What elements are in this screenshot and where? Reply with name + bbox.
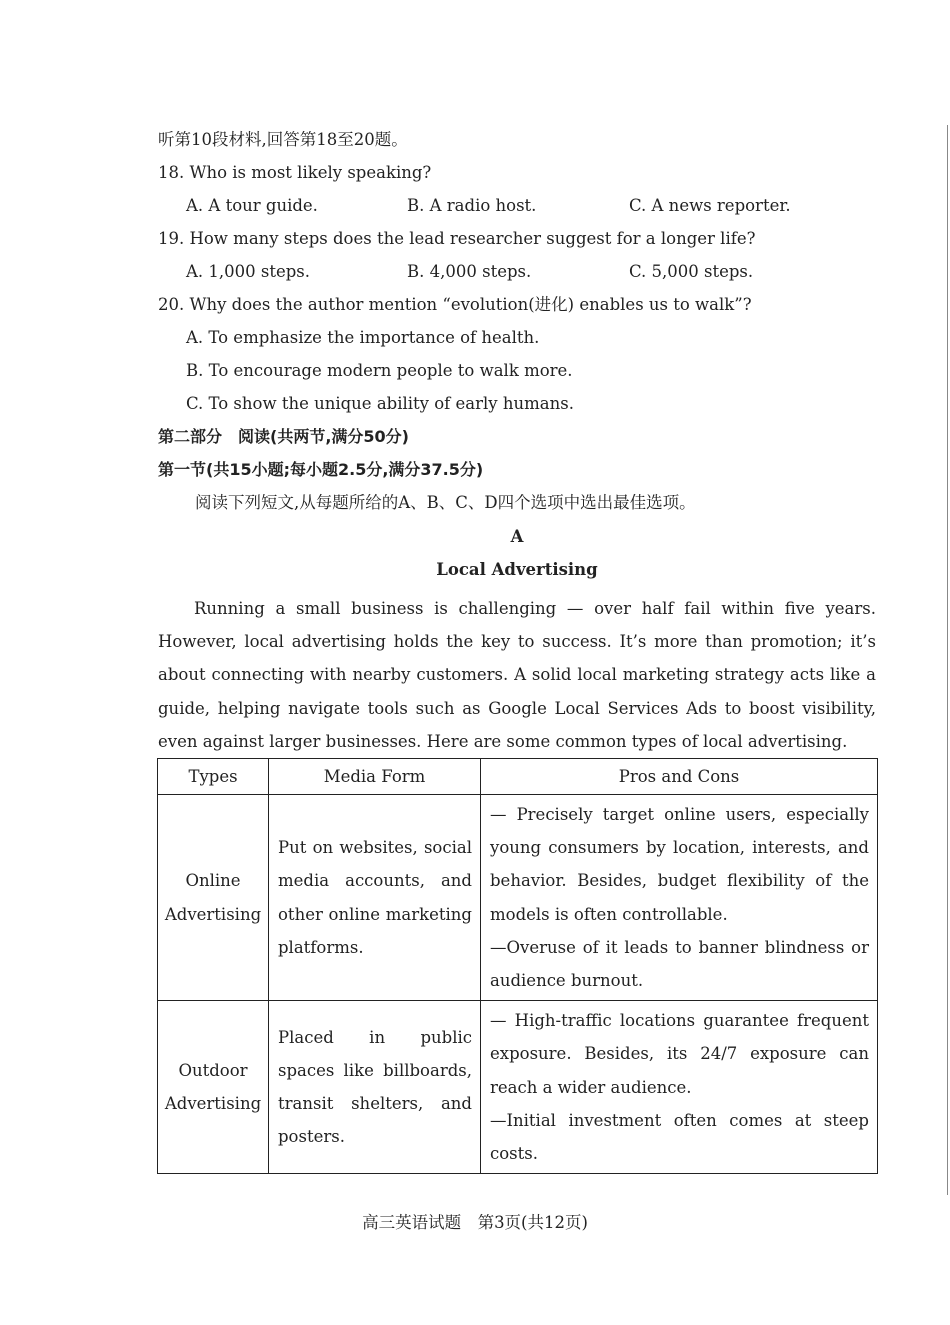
- part-title: 第二部分 阅读(共两节,满分50分): [158, 427, 409, 446]
- advertising-types-table: [157, 758, 878, 1174]
- section-title: 第一节(共15小题;每小题2.5分,满分37.5分): [158, 460, 484, 479]
- reading-instruction: 阅读下列短文,从每题所给的A、B、C、D四个选项中选出最佳选项。: [195, 493, 696, 512]
- online-type-cell: Online Advertising: [158, 795, 269, 1001]
- q19-option-c: C. 5,000 steps.: [629, 262, 754, 281]
- online-con: —Overuse of it leads to banner blindness or audience burnout.: [490, 937, 869, 991]
- outdoor-type-cell: Outdoor Advertising: [158, 1001, 269, 1174]
- passage-paragraph: Running a small business is challenging — over half fail within five years. However, local advertising holds the key to success. It’s more than promotion; it’s about connecting with nearby customers. A solid local marketing strategy acts like a guide, helping navigate tools such as Google Local Services Ads to boost visibility, even against larger businesses. Here are some common types of local advertising.: [158, 599, 876, 751]
- outdoor-con: —Initial investment often comes at steep costs.: [490, 1110, 869, 1164]
- table-header-row: [158, 759, 878, 795]
- outdoor-pros-cons-cell: [481, 1001, 878, 1174]
- question-18-stem: 18. Who is most likely speaking?: [158, 163, 432, 182]
- question-20-stem: 20. Why does the author mention “evolution(进化) enables us to walk”?: [158, 295, 752, 314]
- q20-option-b: B. To encourage modern people to walk more.: [186, 361, 573, 380]
- table-row-outdoor: [158, 1001, 878, 1174]
- listening-intro: 听第10段材料,回答第18至20题。: [158, 130, 408, 149]
- question-19-stem: 19. How many steps does the lead researcher suggest for a longer life?: [158, 229, 756, 248]
- outdoor-media-cell: Placed in public spaces like billboards, transit shelters, and posters.: [269, 1001, 481, 1174]
- page-footer: 高三英语试题 第3页(共12页): [362, 1213, 588, 1232]
- table-row-online: [158, 795, 878, 1001]
- online-media-cell: Put on websites, social media accounts, and other online marketing platforms.: [269, 795, 481, 1001]
- q18-option-a: A. A tour guide.: [186, 196, 318, 215]
- passage-letter: A: [510, 527, 524, 546]
- q19-option-a: A. 1,000 steps.: [186, 262, 311, 281]
- online-pro: — Precisely target online users, especially young consumers by location, interests, and behavior. Besides, budget flexibility of the models is often controllable.: [490, 805, 869, 924]
- passage-title: Local Advertising: [436, 560, 598, 579]
- q18-option-c: C. A news reporter.: [629, 196, 791, 215]
- page-edge-rule: [947, 125, 948, 1195]
- online-pros-cons-cell: [481, 795, 878, 1001]
- outdoor-pro: — High-traffic locations guarantee frequent exposure. Besides, its 24/7 exposure can reach a wider audience.: [490, 1011, 869, 1097]
- header-media-form: Media Form: [269, 759, 481, 795]
- header-types: Types: [158, 759, 269, 795]
- q19-option-b: B. 4,000 steps.: [407, 262, 532, 281]
- q20-option-a: A. To emphasize the importance of health.: [186, 328, 540, 347]
- q18-option-b: B. A radio host.: [407, 196, 537, 215]
- header-pros-cons: Pros and Cons: [481, 759, 878, 795]
- q20-option-c: C. To show the unique ability of early humans.: [186, 394, 574, 413]
